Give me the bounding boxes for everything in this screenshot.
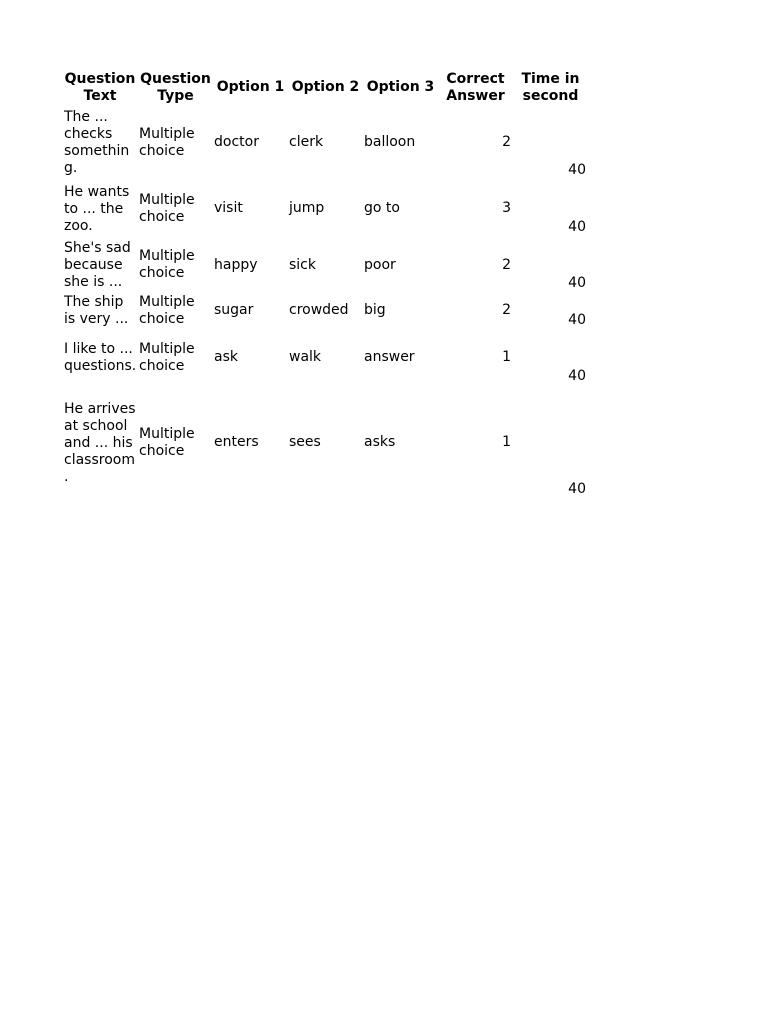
- question-text-cell: She's sad because she is ...: [64, 240, 131, 290]
- question-type-cell: Multiple choice: [139, 126, 195, 159]
- question-type-cell: Multiple choice: [139, 248, 195, 281]
- correct-answer-cell: 1: [502, 349, 511, 365]
- table-row: [62, 184, 592, 236]
- correct-answer-cell: 2: [502, 257, 511, 273]
- question-text-cell: I like to ... questions.: [64, 341, 137, 374]
- time-cell: 40: [568, 275, 586, 291]
- option-2-cell: clerk: [289, 134, 324, 150]
- header-row: [62, 70, 592, 106]
- time-cell: 40: [568, 219, 586, 235]
- time-cell: 40: [568, 312, 586, 328]
- option-3-cell: go to: [364, 200, 400, 216]
- header-time-in-second: Time in second: [521, 71, 580, 104]
- correct-answer-cell: 1: [502, 434, 511, 450]
- option-2-cell: jump: [289, 200, 325, 216]
- question-type-cell: Multiple choice: [139, 341, 195, 374]
- option-1-cell: ask: [214, 349, 238, 365]
- correct-answer-cell: 2: [502, 302, 511, 318]
- option-3-cell: answer: [364, 349, 415, 365]
- header-option-3: Option 3: [366, 79, 435, 95]
- option-2-cell: sees: [289, 434, 321, 450]
- question-text-cell: The ship is very ...: [64, 294, 129, 327]
- option-2-cell: walk: [289, 349, 322, 365]
- option-1-cell: enters: [214, 434, 259, 450]
- question-type-cell: Multiple choice: [139, 192, 195, 225]
- correct-answer-cell: 3: [502, 200, 511, 216]
- option-3-cell: poor: [364, 257, 396, 273]
- header-correct-answer: Correct Answer: [446, 71, 505, 104]
- option-2-cell: sick: [289, 257, 316, 273]
- time-cell: 40: [568, 162, 586, 178]
- header-option-1: Option 1: [216, 79, 285, 95]
- option-3-cell: asks: [364, 434, 396, 450]
- correct-answer-cell: 2: [502, 134, 511, 150]
- option-2-cell: crowded: [289, 302, 349, 318]
- header-question-type: Question Type: [140, 71, 211, 104]
- question-text-cell: He wants to ... the zoo.: [64, 184, 130, 234]
- question-text-cell: The ... checks somethin g.: [64, 109, 130, 176]
- table-row: [62, 341, 592, 389]
- table-row: [62, 240, 592, 292]
- header-question-text: Question Text: [64, 71, 136, 104]
- table-row: [62, 109, 592, 177]
- table-row: [62, 401, 592, 501]
- option-1-cell: doctor: [214, 134, 259, 150]
- question-type-cell: Multiple choice: [139, 294, 195, 327]
- option-3-cell: big: [364, 302, 386, 318]
- question-type-cell: Multiple choice: [139, 426, 195, 459]
- time-cell: 40: [568, 481, 586, 497]
- time-cell: 40: [568, 368, 586, 384]
- option-1-cell: happy: [214, 257, 258, 273]
- table-row: [62, 294, 592, 330]
- option-1-cell: sugar: [214, 302, 254, 318]
- header-option-2: Option 2: [291, 79, 360, 95]
- question-text-cell: He arrives at school and ... his classroom .: [64, 401, 136, 485]
- option-1-cell: visit: [214, 200, 243, 216]
- option-3-cell: balloon: [364, 134, 416, 150]
